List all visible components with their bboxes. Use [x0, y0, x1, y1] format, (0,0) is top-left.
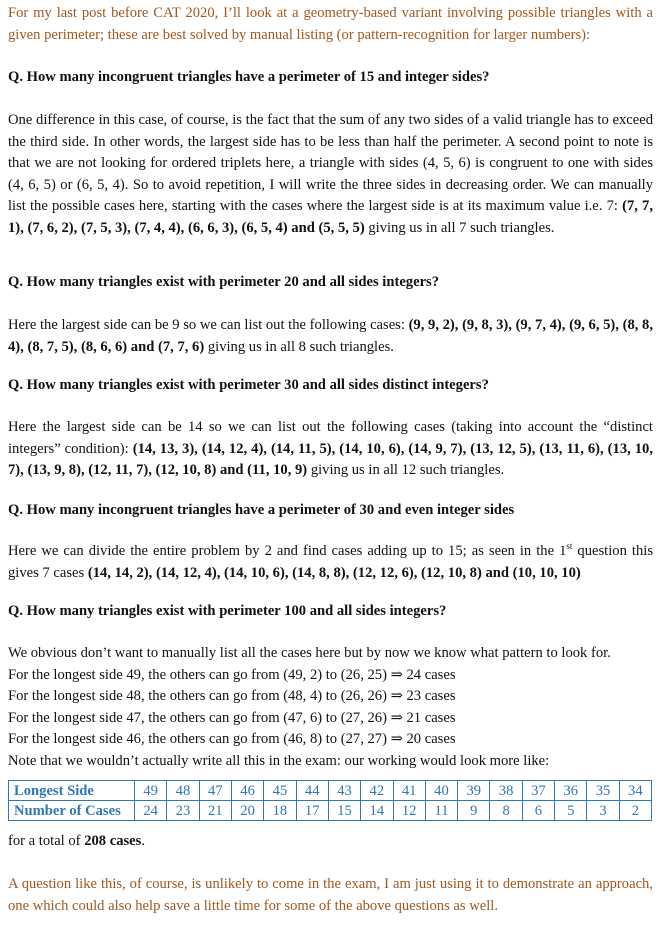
table-cell: 2 [619, 801, 651, 821]
question-3-answer [8, 417, 653, 482]
row-header-number-of-cases: Number of Cases [9, 801, 135, 821]
table-cell: 5 [555, 801, 587, 821]
table-cell: 36 [555, 781, 587, 801]
table-cell: 39 [458, 781, 490, 801]
question-2-answer [8, 315, 653, 358]
table-cell: 34 [619, 781, 651, 801]
q5-line: For the longest side 47, the others can go from (47, 6) to (27, 26) ⇒ 21 cases [8, 709, 456, 726]
q5-line: We obvious don’t want to manually list all the cases here but by now we know what pattern to look for. [8, 645, 611, 661]
q4-triangle-list: (14, 14, 2), (14, 12, 4), (14, 10, 6), (14, 8, 8), (12, 12, 6), (12, 10, 8) and (10, 10, 10) [87, 564, 581, 581]
table-cell: 24 [135, 801, 167, 821]
total-prefix: for a total of [8, 833, 85, 849]
table-cell: 44 [296, 781, 328, 801]
question-5-answer [8, 643, 653, 773]
table-cell: 18 [264, 801, 296, 821]
q3-explanation: Here the largest side can be 14 so we can list out the following cases (taking into account the “distinct integers” condition): [8, 419, 653, 457]
table-cell: 48 [167, 781, 199, 801]
table-cell: 46 [231, 781, 263, 801]
q4-explanation-cont: question this gives 7 cases [8, 543, 653, 581]
closing-paragraph: A question like this, of course, is unlikely to come in the exam, I am just using it to demonstrate an approach, one which could also help save a little time for some of the above questions as well. [8, 876, 653, 914]
q4-explanation: Here we can divide the entire problem by 2 and find cases adding up to 15; as seen in the 1 [8, 543, 567, 559]
table-row-number-of-cases [9, 801, 652, 821]
table-cell: 11 [425, 801, 457, 821]
total-value: 208 cases [84, 833, 142, 849]
table-cell: 3 [587, 801, 619, 821]
table-cell: 14 [361, 801, 393, 821]
table-cell: 8 [490, 801, 522, 821]
question-4-answer [8, 541, 653, 584]
q1-conclusion: giving us in all 7 such triangles. [364, 219, 555, 236]
table-cell: 43 [328, 781, 360, 801]
cases-table [8, 780, 652, 821]
table-cell: 37 [522, 781, 554, 801]
table-cell: 45 [264, 781, 296, 801]
table-cell: 40 [425, 781, 457, 801]
intro-paragraph: For my last post before CAT 2020, I’ll look at a geometry-based variant involving possible triangles with a given perimeter; these are best solved by manual listing (or pattern-recognition for larger numbers): [8, 5, 653, 43]
table-cell: 38 [490, 781, 522, 801]
table-cell: 17 [296, 801, 328, 821]
table-cell: 6 [522, 801, 554, 821]
total-line [8, 831, 653, 853]
table-cell: 47 [199, 781, 231, 801]
q1-explanation: One difference in this case, of course, is the fact that the sum of any two sides of a valid triangle has to exceed the third side. In other words, the largest side has to be less than half the perimeter. A second point to note is that we are not looking for ordered triplets here, a triangle with sides (4, 5, 6) is congruent to one with sides (4, 6, 5) or (6, 5, 4). So to avoid repetition, I will write the three sides in decreasing order. We can manually list the possible cases here, starting with the cases where the largest side is at its maximum value i.e. 7: [8, 112, 653, 215]
question-5-heading: Q. How many triangles exist with perimeter 100 and all sides integers? [8, 603, 447, 619]
table-cell: 15 [328, 801, 360, 821]
q5-line: For the longest side 48, the others can go from (48, 4) to (26, 26) ⇒ 23 cases [8, 688, 456, 705]
row-header-longest-side: Longest Side [9, 781, 135, 801]
table-cell: 41 [393, 781, 425, 801]
question-1-heading: Q. How many incongruent triangles have a perimeter of 15 and integer sides? [8, 69, 490, 85]
q2-triangle-list: (9, 9, 2), (9, 8, 3), (9, 7, 4), (9, 6, 5), (8, 8, 4), (8, 7, 5), (8, 6, 6) and (7, 7, 6) [8, 317, 653, 355]
total-suffix: . [141, 833, 145, 849]
q3-triangle-list: (14, 13, 3), (14, 12, 4), (14, 11, 5), (14, 10, 6), (14, 9, 7), (13, 12, 5), (13, 11, 6), (13, 10, 7), (13, 9, 8), (12, 11, 7), (12, 10, 8) and (11, 10, 9) [8, 440, 653, 479]
q2-explanation: Here the largest side can be 9 so we can list out the following cases: [8, 317, 409, 333]
q5-line: For the longest side 46, the others can go from (46, 8) to (27, 27) ⇒ 20 cases [8, 731, 456, 748]
q2-conclusion: giving us in all 8 such triangles. [204, 338, 394, 355]
table-cell: 9 [458, 801, 490, 821]
q3-conclusion: giving us in all 12 such triangles. [307, 462, 505, 479]
question-4-heading: Q. How many incongruent triangles have a perimeter of 30 and even integer sides [8, 502, 515, 518]
question-2-heading: Q. How many triangles exist with perimeter 20 and all sides integers? [8, 274, 440, 290]
table-cell: 42 [361, 781, 393, 801]
table-cell: 23 [167, 801, 199, 821]
table-cell: 49 [135, 781, 167, 801]
question-3-heading: Q. How many triangles exist with perimeter 30 and all sides distinct integers? [8, 377, 489, 393]
q5-line: Note that we wouldn’t actually write all this in the exam: our working would look more like: [8, 752, 550, 769]
q1-triangle-list: (7, 7, 1), (7, 6, 2), (7, 5, 3), (7, 4, 4), (6, 6, 3), (6, 5, 4) and (5, 5, 5) [8, 198, 653, 236]
table-row-longest-side [9, 781, 652, 801]
question-1-answer [8, 110, 653, 240]
table-cell: 12 [393, 801, 425, 821]
table-cell: 35 [587, 781, 619, 801]
q4-superscript: st [566, 541, 573, 552]
table-cell: 20 [231, 801, 263, 821]
table-cell: 21 [199, 801, 231, 821]
q5-line: For the longest side 49, the others can go from (49, 2) to (26, 25) ⇒ 24 cases [8, 666, 456, 683]
